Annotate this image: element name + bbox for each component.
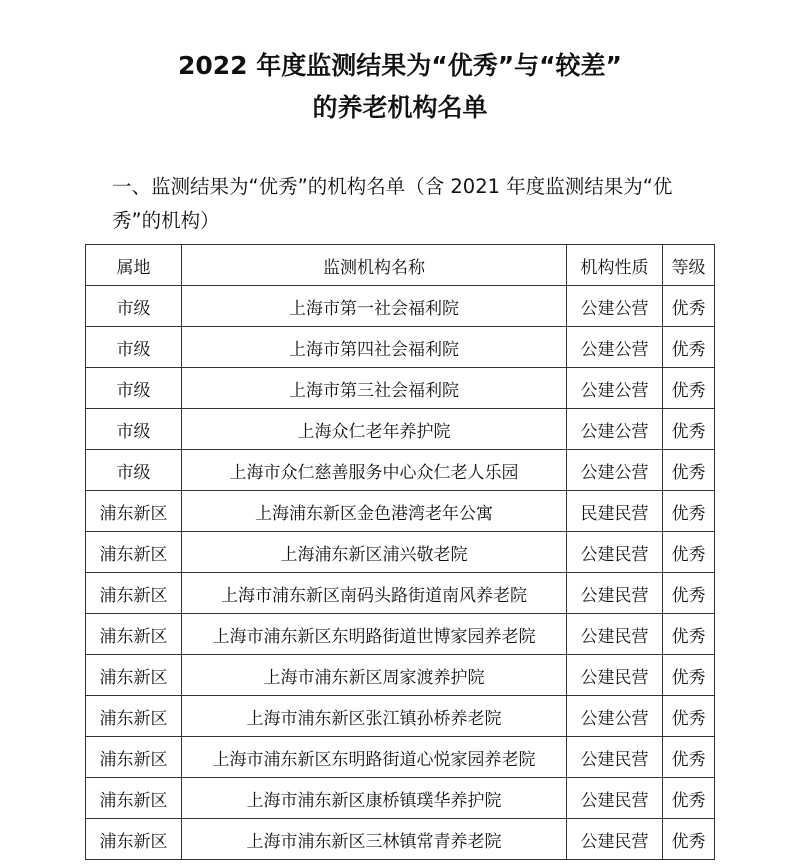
cell-institution-name: 上海市第四社会福利院 (182, 327, 567, 368)
cell-grade: 优秀 (663, 450, 715, 491)
cell-grade: 优秀 (663, 532, 715, 573)
cell-grade: 优秀 (663, 573, 715, 614)
cell-institution-name: 上海市浦东新区东明路街道世博家园养老院 (182, 614, 567, 655)
cell-institution-name: 上海市浦东新区南码头路街道南风养老院 (182, 573, 567, 614)
cell-area: 浦东新区 (86, 737, 182, 778)
header-grade: 等级 (663, 245, 715, 286)
table-row (86, 491, 715, 532)
cell-grade: 优秀 (663, 368, 715, 409)
table-row (86, 368, 715, 409)
cell-grade: 优秀 (663, 778, 715, 819)
cell-area: 浦东新区 (86, 819, 182, 860)
cell-institution-nature: 公建公营 (567, 696, 663, 737)
cell-institution-nature: 公建民营 (567, 655, 663, 696)
header-institution-nature: 机构性质 (567, 245, 663, 286)
table-row (86, 819, 715, 860)
cell-grade: 优秀 (663, 696, 715, 737)
cell-institution-name: 上海市浦东新区东明路街道心悦家园养老院 (182, 737, 567, 778)
cell-grade: 优秀 (663, 491, 715, 532)
cell-area: 浦东新区 (86, 696, 182, 737)
cell-institution-nature: 公建民营 (567, 778, 663, 819)
table-row (86, 286, 715, 327)
cell-area: 浦东新区 (86, 614, 182, 655)
table-row (86, 737, 715, 778)
table-row (86, 696, 715, 737)
cell-area: 市级 (86, 450, 182, 491)
cell-institution-nature: 公建公营 (567, 368, 663, 409)
cell-grade: 优秀 (663, 327, 715, 368)
header-institution-name: 监测机构名称 (182, 245, 567, 286)
cell-grade: 优秀 (663, 614, 715, 655)
cell-institution-nature: 公建公营 (567, 409, 663, 450)
cell-area: 浦东新区 (86, 573, 182, 614)
document-title-line-2: 的养老机构名单 (312, 93, 488, 122)
cell-institution-name: 上海市众仁慈善服务中心众仁老人乐园 (182, 450, 567, 491)
cell-institution-name: 上海市第三社会福利院 (182, 368, 567, 409)
table-row (86, 409, 715, 450)
cell-institution-nature: 公建民营 (567, 819, 663, 860)
cell-institution-name: 上海市浦东新区三林镇常青养老院 (182, 819, 567, 860)
cell-institution-name: 上海市浦东新区康桥镇璞华养护院 (182, 778, 567, 819)
cell-institution-name: 上海浦东新区金色港湾老年公寓 (182, 491, 567, 532)
cell-grade: 优秀 (663, 819, 715, 860)
cell-institution-name: 上海市第一社会福利院 (182, 286, 567, 327)
cell-institution-name: 上海市浦东新区周家渡养护院 (182, 655, 567, 696)
table-row (86, 614, 715, 655)
cell-area: 浦东新区 (86, 532, 182, 573)
cell-grade: 优秀 (663, 409, 715, 450)
cell-area: 市级 (86, 286, 182, 327)
cell-area: 浦东新区 (86, 491, 182, 532)
cell-institution-nature: 公建公营 (567, 327, 663, 368)
cell-area: 市级 (86, 327, 182, 368)
table-row (86, 532, 715, 573)
cell-institution-name: 上海浦东新区浦兴敬老院 (182, 532, 567, 573)
table-header-row (86, 245, 715, 286)
cell-institution-nature: 公建民营 (567, 532, 663, 573)
header-area: 属地 (86, 245, 182, 286)
cell-institution-nature: 公建公营 (567, 450, 663, 491)
cell-institution-name: 上海众仁老年养护院 (182, 409, 567, 450)
cell-grade: 优秀 (663, 286, 715, 327)
cell-area: 市级 (86, 368, 182, 409)
cell-institution-nature: 公建公营 (567, 286, 663, 327)
table-row (86, 450, 715, 491)
cell-area: 浦东新区 (86, 655, 182, 696)
cell-institution-name: 上海市浦东新区张江镇孙桥养老院 (182, 696, 567, 737)
cell-area: 市级 (86, 409, 182, 450)
institution-table (85, 244, 715, 860)
table-row (86, 655, 715, 696)
table-row (86, 778, 715, 819)
cell-institution-nature: 民建民营 (567, 491, 663, 532)
cell-institution-nature: 公建民营 (567, 573, 663, 614)
cell-institution-nature: 公建民营 (567, 737, 663, 778)
document-title-line-1: 2022 年度监测结果为“优秀”与“较差” (177, 51, 622, 80)
cell-grade: 优秀 (663, 737, 715, 778)
cell-grade: 优秀 (663, 655, 715, 696)
table-row (86, 327, 715, 368)
table-row (86, 573, 715, 614)
cell-area: 浦东新区 (86, 778, 182, 819)
section-heading: 一、监测结果为“优秀”的机构名单（含 2021 年度监测结果为“优秀”的机构） (112, 175, 673, 232)
cell-institution-nature: 公建民营 (567, 614, 663, 655)
